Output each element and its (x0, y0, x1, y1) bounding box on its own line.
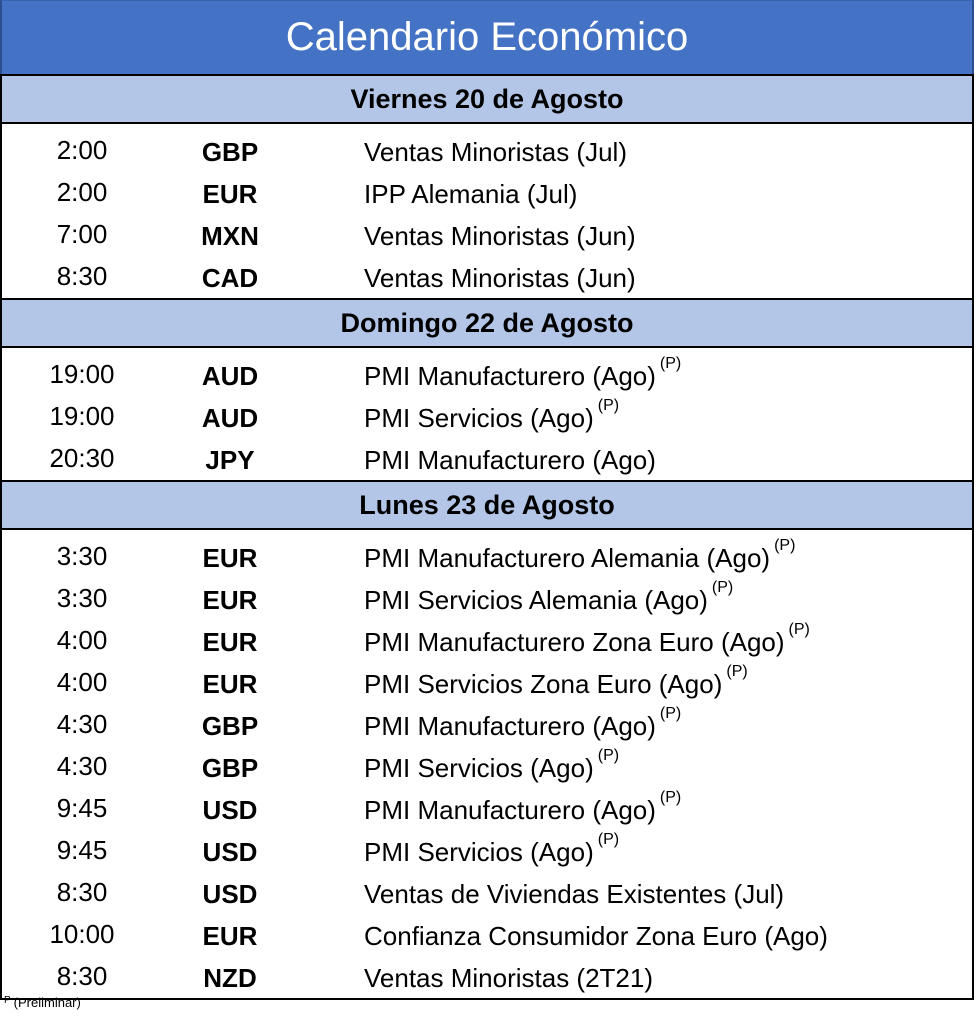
event-name-cell (364, 705, 682, 742)
day-header: Lunes 23 de Agosto (2, 480, 972, 530)
event-name-cell (364, 179, 577, 210)
event-time: 2:00 (56, 177, 108, 207)
preliminary-flag: (P) (659, 789, 682, 806)
event-time: 4:00 (56, 667, 108, 697)
event-row (2, 354, 972, 396)
event-row (2, 914, 972, 956)
event-currency: EUR (202, 921, 258, 951)
page-title: Calendario Económico (0, 0, 974, 74)
event-time: 8:30 (56, 877, 108, 907)
event-time: 20:30 (49, 443, 115, 473)
event-currency: USD (202, 837, 258, 867)
event-row (2, 172, 972, 214)
preliminary-flag: (P) (659, 705, 682, 722)
event-currency: AUD (201, 403, 259, 433)
event-row (2, 620, 972, 662)
event-currency: EUR (202, 585, 258, 615)
preliminary-flag: (P) (659, 355, 682, 372)
event-name: Ventas Minoristas (Jun) (364, 221, 636, 251)
event-name: PMI Servicios Alemania (Ago) (364, 585, 708, 615)
footnote-mark: P (4, 995, 11, 1006)
event-row (2, 214, 972, 256)
event-row (2, 746, 972, 788)
day-events (2, 348, 972, 480)
event-name-cell (364, 621, 810, 658)
event-name-cell (364, 137, 627, 168)
event-time: 2:00 (56, 135, 108, 165)
event-time: 4:30 (56, 709, 108, 739)
event-currency: USD (202, 795, 258, 825)
event-name-cell (364, 963, 653, 994)
event-time: 10:00 (49, 919, 115, 949)
event-row (2, 536, 972, 578)
event-time: 19:00 (49, 359, 115, 389)
event-time: 4:00 (56, 625, 108, 655)
event-row (2, 830, 972, 872)
event-name: PMI Servicios (Ago) (364, 753, 594, 783)
event-currency: GBP (201, 753, 259, 783)
event-name-cell (364, 831, 620, 868)
event-name: Ventas Minoristas (Jun) (364, 263, 636, 293)
event-currency: MXN (201, 221, 259, 251)
event-time: 8:30 (56, 261, 108, 291)
event-name-cell (364, 537, 796, 574)
event-name: PMI Servicios (Ago) (364, 403, 594, 433)
event-name: Confianza Consumidor Zona Euro (Ago) (364, 921, 828, 951)
event-name: Ventas Minoristas (Jul) (364, 137, 627, 167)
event-row (2, 578, 972, 620)
event-name: PMI Manufacturero Zona Euro (Ago) (364, 627, 785, 657)
event-currency: GBP (201, 137, 259, 167)
event-row (2, 256, 972, 298)
event-name: PMI Servicios (Ago) (364, 837, 594, 867)
event-name: PMI Manufacturero Alemania (Ago) (364, 543, 771, 573)
event-row (2, 438, 972, 480)
event-name: PMI Servicios Zona Euro (Ago) (364, 669, 723, 699)
event-name-cell (364, 921, 828, 952)
preliminary-flag: (P) (597, 397, 620, 414)
day-header: Viernes 20 de Agosto (2, 74, 972, 124)
event-name-cell (364, 221, 636, 252)
preliminary-flag: (P) (774, 537, 796, 554)
event-name-cell (364, 879, 784, 910)
event-row (2, 872, 972, 914)
preliminary-flag: (P) (597, 831, 620, 848)
event-row (2, 788, 972, 830)
event-name-cell (364, 397, 620, 434)
preliminary-flag: (P) (726, 663, 748, 680)
day-header: Domingo 22 de Agosto (2, 298, 972, 348)
event-name: PMI Manufacturero (Ago) (364, 795, 656, 825)
event-name-cell (364, 663, 748, 700)
event-time: 3:30 (56, 583, 108, 613)
event-name: PMI Manufacturero (Ago) (364, 445, 656, 475)
day-events (2, 124, 972, 298)
event-name: Ventas de Viviendas Existentes (Jul) (364, 879, 785, 909)
event-time: 8:30 (56, 961, 108, 991)
event-row (2, 956, 972, 998)
event-name: Ventas Minoristas (2T21) (364, 963, 654, 993)
event-currency: EUR (202, 627, 258, 657)
event-row (2, 662, 972, 704)
event-time: 9:45 (56, 793, 108, 823)
footnote (4, 995, 81, 1010)
event-currency: CAD (201, 263, 259, 293)
event-currency: EUR (202, 543, 258, 573)
event-currency: JPY (205, 445, 255, 475)
event-row (2, 130, 972, 172)
preliminary-flag: (P) (711, 579, 734, 596)
event-time: 9:45 (56, 835, 108, 865)
preliminary-flag: (P) (788, 621, 810, 638)
footnote-text: (Preliminar) (13, 995, 81, 1010)
event-name-cell (364, 747, 620, 784)
event-currency: AUD (201, 361, 259, 391)
event-name: PMI Manufacturero (Ago) (364, 711, 656, 741)
event-currency: NZD (203, 963, 257, 993)
event-currency: EUR (202, 669, 258, 699)
event-name: PMI Manufacturero (Ago) (364, 361, 656, 391)
event-name: IPP Alemania (Jul) (364, 179, 578, 209)
event-time: 3:30 (56, 541, 108, 571)
event-time: 19:00 (49, 401, 115, 431)
day-events (2, 530, 972, 998)
event-currency: GBP (201, 711, 259, 741)
event-name-cell (364, 579, 734, 616)
event-time: 4:30 (56, 751, 108, 781)
event-currency: EUR (202, 179, 258, 209)
event-name-cell (364, 445, 656, 476)
event-name-cell (364, 355, 682, 392)
event-currency: USD (202, 879, 258, 909)
event-row (2, 396, 972, 438)
preliminary-flag: (P) (597, 747, 620, 764)
calendar-table (0, 74, 974, 1000)
event-time: 7:00 (56, 219, 108, 249)
event-name-cell (364, 263, 636, 294)
event-row (2, 704, 972, 746)
event-name-cell (364, 789, 682, 826)
